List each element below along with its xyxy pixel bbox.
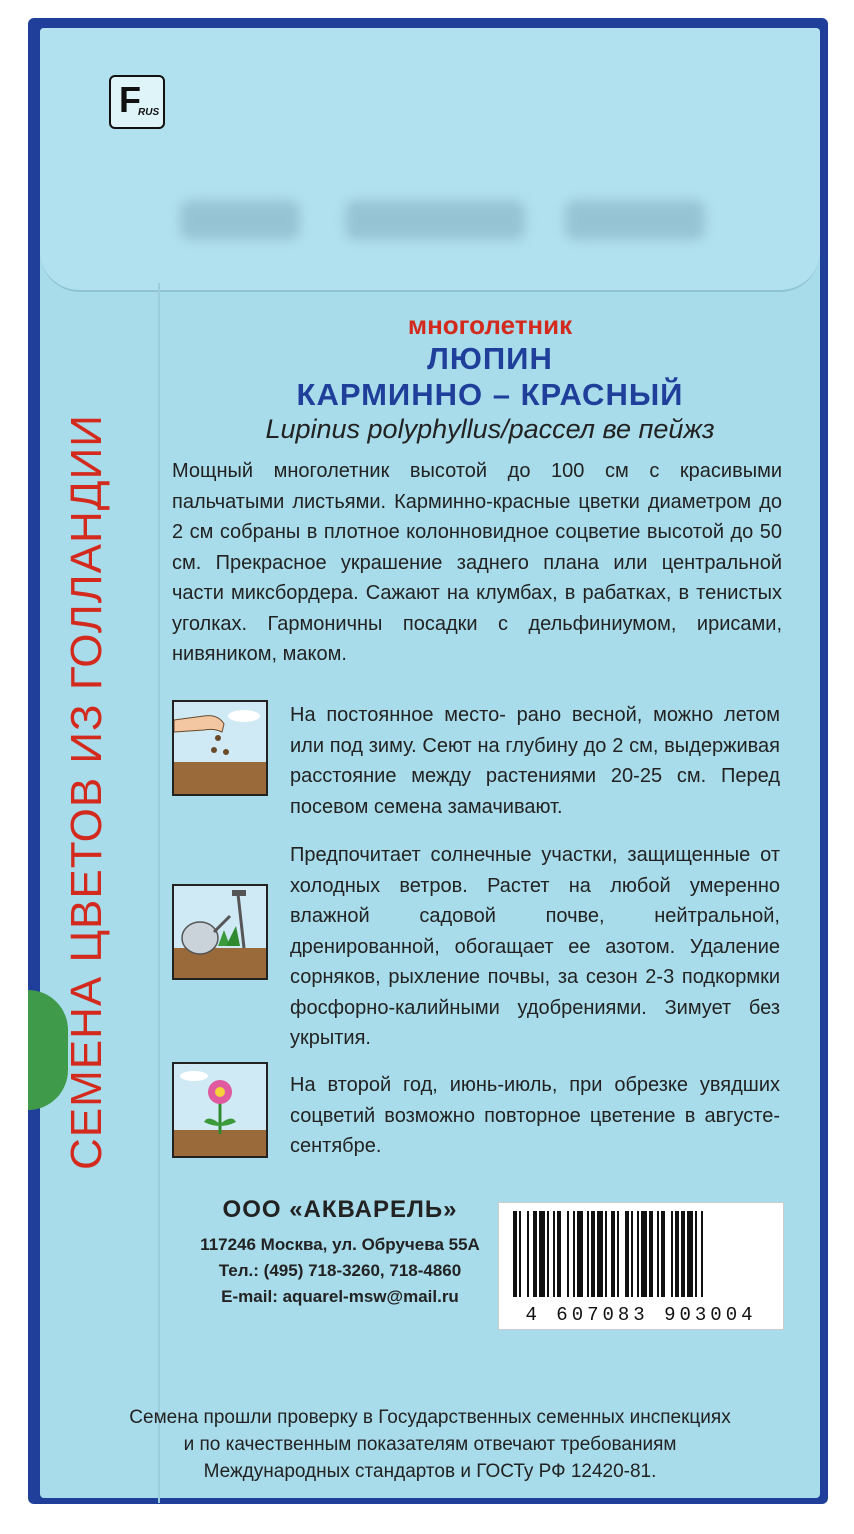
barcode-bar (597, 1211, 603, 1297)
barcode-bar (675, 1211, 679, 1297)
barcode-bar (533, 1211, 537, 1297)
barcode-bar (617, 1211, 619, 1297)
barcode-bar (637, 1211, 639, 1297)
footer-line-1: Семена прошли проверку в Государственных семенных инспекциях (129, 1407, 731, 1428)
barcode-number: 4 607083 903004 (525, 1304, 757, 1326)
barcode-bar (681, 1211, 685, 1297)
blurred-info (565, 200, 705, 240)
sowing-icon (172, 700, 268, 796)
company-email: E-mail: aquarel-msw@mail.ru (221, 1287, 459, 1306)
barcode-bar (539, 1211, 545, 1297)
latin-name: Lupinus polyphyllus/рассел ве пейжз (265, 414, 715, 444)
barcode-bar (661, 1211, 665, 1297)
barcode-bar (527, 1211, 529, 1297)
plant-name: ЛЮПИН (427, 341, 553, 376)
company-address: 117246 Москва, ул. Обручева 55А (200, 1235, 480, 1254)
flowering-icon (172, 1062, 268, 1158)
barcode-bar (591, 1211, 595, 1297)
footer-line-3: Международных стандартов и ГОСТу РФ 12420-81. (203, 1461, 657, 1482)
barcode-bar (605, 1211, 607, 1297)
side-slogan: СЕМЕНА ЦВЕТОВ ИЗ ГОЛЛАНДИИ (62, 414, 111, 1170)
barcode-bar (567, 1211, 569, 1297)
barcode-bar (553, 1211, 555, 1297)
barcode-bar (649, 1211, 653, 1297)
barcode-bar (573, 1211, 575, 1297)
blurred-info (180, 200, 300, 240)
barcode-bar (695, 1211, 697, 1297)
barcode-bar (657, 1211, 659, 1297)
care-text: Предпочитает солнечные участки, защищенные от холодных ветров. Растет на любой умеренно влажной садовой почве, нейтральной, дренированной, обогащает ее азотом. Удаление сорняков, рыхление почвы, за сезон 2-3 подкормки фосфорно-калийными удобрениями. Зимует без укрытия. (290, 844, 780, 1049)
care-icon (172, 884, 268, 980)
barcode-bar (701, 1211, 703, 1297)
company-name: ООО «АКВАРЕЛЬ» (222, 1196, 458, 1223)
description: Мощный многолетник высотой до 100 см с красивыми пальчатыми листьями. Карминно-красные цветки диаметром до 2 см собраны в плотное колонновидное соцветие высотой до 50 см. Прекрасное украшение заднего плана или центральной части миксбордера. Сажают на клумбах, в рабатках, в тенистых уголках. Гармоничны посадки с дельфиниумом, ирисами, нивяником, маком. (172, 460, 782, 665)
barcode-bar (587, 1211, 589, 1297)
barcode-bar (611, 1211, 615, 1297)
barcode-bar (519, 1211, 521, 1297)
barcode-bar (513, 1211, 517, 1297)
barcode-bar (625, 1211, 629, 1297)
flowering-text: На второй год, июнь-июль, при обрезке увядших соцветий возможно повторное цветение в августе-сентябре. (290, 1074, 780, 1157)
barcode-bar (631, 1211, 633, 1297)
barcode-bar (671, 1211, 673, 1297)
barcode (498, 1202, 784, 1330)
barcode-bar (547, 1211, 549, 1297)
barcode-bar (577, 1211, 583, 1297)
footer-line-2: и по качественным показателям отвечают требованиям (183, 1434, 677, 1455)
brand-logo: F RUS (109, 75, 165, 129)
barcode-bar (641, 1211, 647, 1297)
barcode-bar (557, 1211, 561, 1297)
sowing-text: На постоянное место- рано весной, можно летом или под зиму. Сеют на глубину до 2 см, выдерживая расстояние между растениями 20-25 см. Перед посевом семена замачивают. (290, 704, 780, 818)
company-phone: Тел.: (495) 718-3260, 718-4860 (218, 1261, 462, 1280)
blurred-info (345, 200, 525, 240)
plant-type: многолетник (407, 310, 573, 340)
barcode-bar (687, 1211, 693, 1297)
plant-variety: КАРМИННО – КРАСНЫЙ (296, 377, 684, 412)
packet-flap (40, 28, 820, 292)
